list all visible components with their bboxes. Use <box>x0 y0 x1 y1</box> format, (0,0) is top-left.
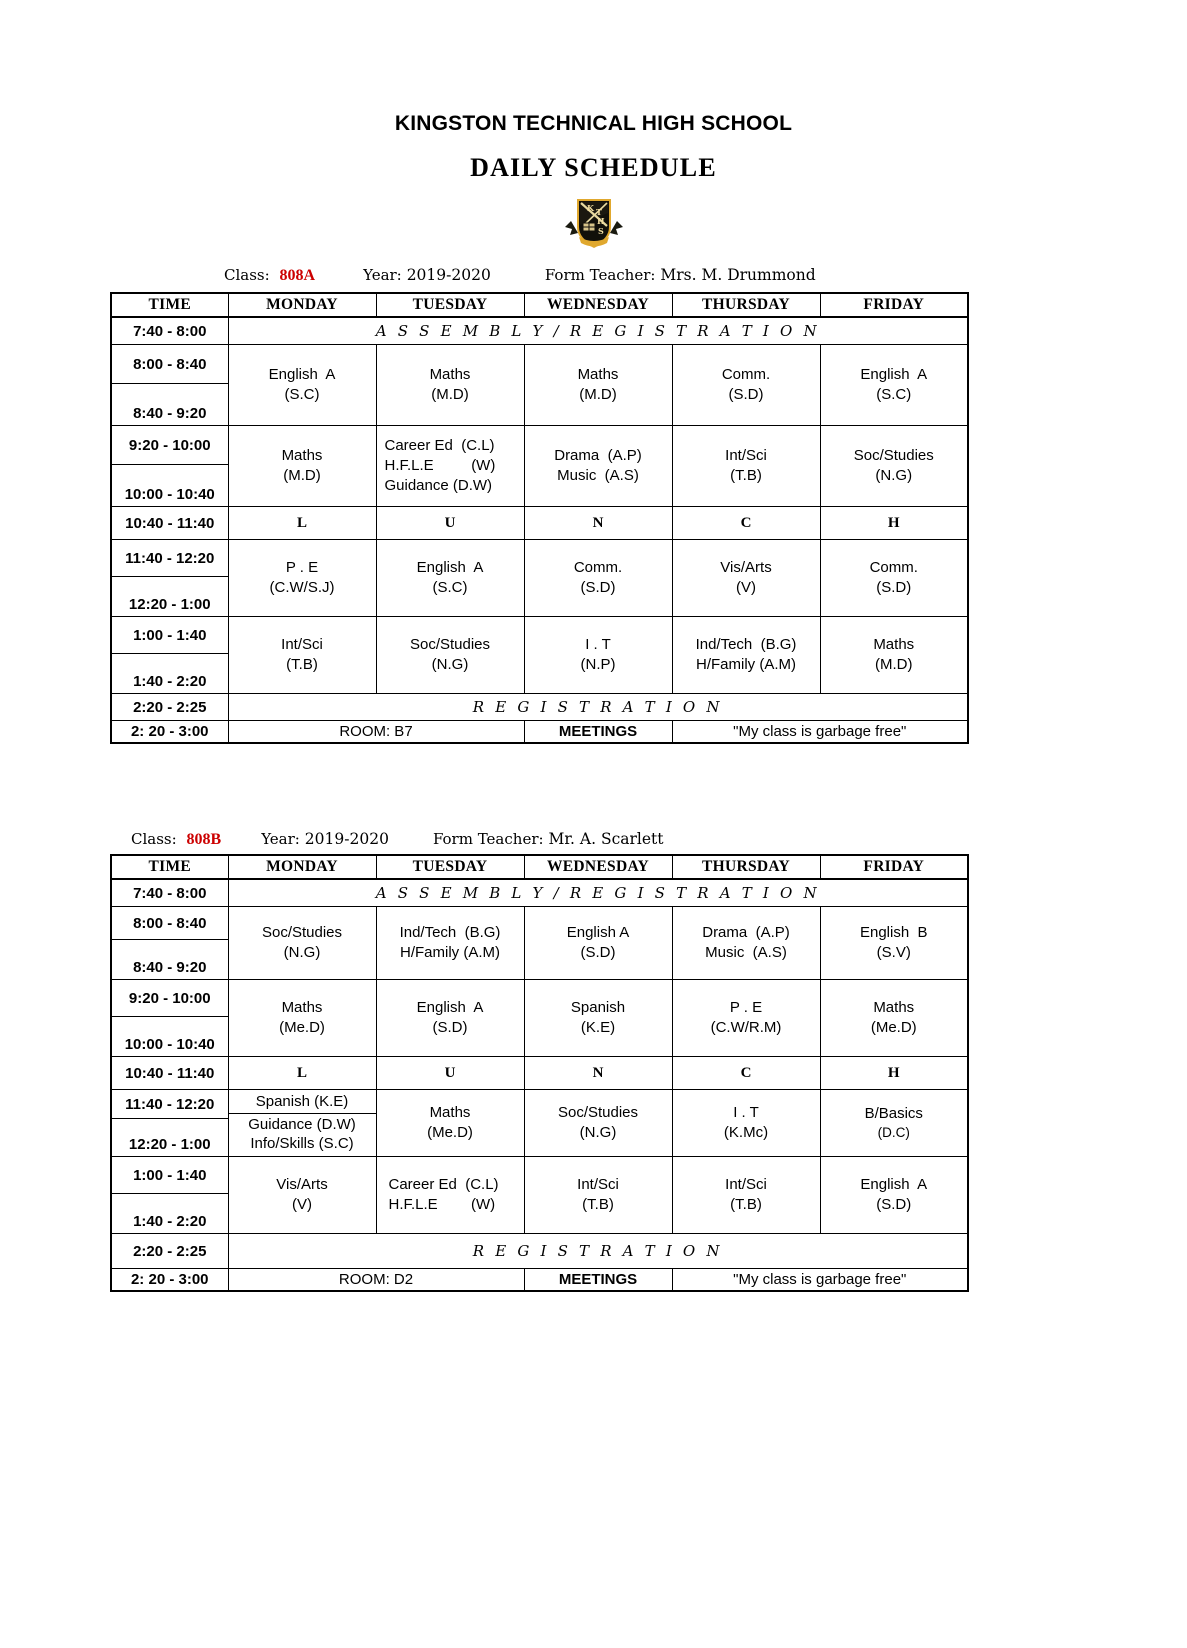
time-lunch: 10:40 - 11:40 <box>111 507 228 540</box>
assembly-row <box>111 317 968 345</box>
subject-line: Ind/Tech (B.G) <box>695 635 797 653</box>
subject-line: Drama (A.P) <box>554 446 642 464</box>
assembly-row <box>111 879 968 907</box>
teacher-line: (C.W/S.J) <box>269 579 335 596</box>
cell-wed-p2 <box>524 426 672 507</box>
table-row <box>111 907 968 940</box>
class-value-2: 808B <box>186 831 222 848</box>
cell-thu-p3 <box>672 540 820 617</box>
subject-line: Spanish <box>570 998 626 1016</box>
teacher-line: (S.D) <box>876 579 912 596</box>
cell-fri-p1 <box>820 907 968 980</box>
cell-thu-p4 <box>672 617 820 694</box>
teacher-line: (V) <box>736 579 756 596</box>
lunch-letter-u: U <box>376 1057 524 1090</box>
subject-line: English A <box>416 558 484 576</box>
cell-wed-p3 <box>524 540 672 617</box>
svg-text:H: H <box>596 216 605 226</box>
year-value-1: 2019-2020 <box>406 266 491 284</box>
table-row <box>111 617 968 654</box>
page-subtitle: DAILY SCHEDULE <box>470 153 717 182</box>
page-title: KINGSTON TECHNICAL HIGH SCHOOL <box>394 112 793 135</box>
cell-tue-p1 <box>376 345 524 426</box>
col-header-wednesday: WEDNESDAY <box>524 855 672 879</box>
teacher-line: (N.G) <box>579 1124 617 1141</box>
subject-line: Career Ed (C.L) <box>384 436 495 454</box>
time-p2-bot: 10:00 - 10:40 <box>111 1017 228 1057</box>
teacher-line: (Me.D) <box>427 1124 473 1141</box>
form-teacher-value-2: Mr. A. Scarlett <box>548 830 664 848</box>
lunch-letter-n: N <box>524 507 672 540</box>
cell-fri-p1 <box>820 345 968 426</box>
col-header-monday: MONDAY <box>228 293 376 317</box>
lunch-letter-u: U <box>376 507 524 540</box>
subject-line: Comm. <box>721 365 771 383</box>
teacher-line: (T.B) <box>730 1196 762 1213</box>
time-p3-top: 11:40 - 12:20 <box>111 540 228 577</box>
subject-line: Soc/Studies <box>409 635 491 653</box>
cell-thu-p1 <box>672 907 820 980</box>
class-label-2: Class: <box>131 830 177 848</box>
time-p1-top: 8:00 - 8:40 <box>111 907 228 940</box>
subject-line: Info/Skills (S.C) <box>250 1135 354 1153</box>
schedule-table-1-container <box>0 292 1187 744</box>
time-dismissal: 2: 20 - 3:00 <box>111 721 228 744</box>
teacher-line: (M.D) <box>283 467 321 484</box>
subject-line: Music (A.S) <box>557 467 639 484</box>
cell-wed-p3 <box>524 1090 672 1157</box>
teacher-line: (T.B) <box>730 467 762 484</box>
subject-line: B/Basics <box>864 1104 923 1122</box>
subject-line: Vis/Arts <box>720 558 772 576</box>
col-header-friday: FRIDAY <box>820 293 968 317</box>
teacher-line: (N.G) <box>875 467 913 484</box>
col-header-friday: FRIDAY <box>820 855 968 879</box>
teacher-line: (S.D) <box>580 579 616 596</box>
year-label-1: Year: <box>363 266 402 284</box>
lunch-letter-l: L <box>228 507 376 540</box>
teacher-line: (S.V) <box>876 944 911 961</box>
teacher-line: (Me.D) <box>870 1019 917 1036</box>
room-cell: ROOM: D2 <box>228 1269 524 1292</box>
table-header-row <box>111 293 968 317</box>
teacher-line: (N.P) <box>580 656 616 673</box>
time-p3-bot: 12:20 - 1:00 <box>111 1119 228 1157</box>
subject-line: Ind/Tech (B.G) <box>399 923 501 941</box>
subject-line: I . T <box>733 1103 759 1121</box>
dismissal-row <box>111 721 968 744</box>
cell-wed-p1 <box>524 907 672 980</box>
subject-line: Int/Sci <box>725 1175 767 1193</box>
cell-fri-p4 <box>820 617 968 694</box>
subject-line: Career Ed (C.L) <box>388 1175 499 1193</box>
subject-line: Comm. <box>869 558 918 576</box>
subject-line: Vis/Arts <box>276 1175 328 1193</box>
lunch-row <box>111 507 968 540</box>
teacher-line: (T.B) <box>582 1196 614 1213</box>
cell-wed-p1 <box>524 345 672 426</box>
table-row <box>111 1157 968 1194</box>
cell-mon-p4 <box>228 617 376 694</box>
split-part-bottom <box>229 1113 376 1155</box>
form-teacher-label-1: Form Teacher: <box>544 266 656 284</box>
time-dismissal: 2: 20 - 3:00 <box>111 1269 228 1292</box>
col-header-time: TIME <box>111 293 228 317</box>
subject-line: P . E <box>285 558 319 576</box>
table-row <box>111 980 968 1017</box>
teacher-line: (N.G) <box>431 656 469 673</box>
cell-mon-p2 <box>228 426 376 507</box>
cell-fri-p2 <box>820 980 968 1057</box>
col-header-time: TIME <box>111 855 228 879</box>
subject-line: Comm. <box>573 558 623 576</box>
time-p4-bot: 1:40 - 2:20 <box>111 1194 228 1234</box>
motto-cell: "My class is garbage free" <box>672 721 968 744</box>
assembly-banner: A S S E M B L Y / R E G I S T R A T I O N <box>228 317 968 345</box>
subject-line: Guidance (D.W) <box>384 477 493 495</box>
crest-container <box>0 193 1187 255</box>
section-spacer <box>0 744 1187 830</box>
subject-line: Maths <box>873 635 915 653</box>
col-header-wednesday: WEDNESDAY <box>524 293 672 317</box>
cell-thu-p2 <box>672 980 820 1057</box>
table-row <box>111 345 968 384</box>
subject-line: Int/Sci <box>725 446 767 464</box>
teacher-line: (C.W/R.M) <box>710 1019 782 1036</box>
subject-line: English B <box>859 923 928 941</box>
teacher-line: (M.D) <box>875 656 913 673</box>
form-teacher-label-2: Form Teacher: <box>432 830 544 848</box>
teacher-line: (M.D) <box>431 386 469 403</box>
form-teacher-value-1: Mrs. M. Drummond <box>660 266 816 284</box>
split-part-top <box>229 1091 376 1113</box>
time-registration: 2:20 - 2:25 <box>111 1234 228 1269</box>
schedule-table-808A <box>110 292 969 744</box>
time-p4-bot: 1:40 - 2:20 <box>111 654 228 694</box>
time-p2-bot: 10:00 - 10:40 <box>111 465 228 507</box>
lunch-letter-c: C <box>672 507 820 540</box>
time-lunch: 10:40 - 11:40 <box>111 1057 228 1090</box>
time-p3-bot: 12:20 - 1:00 <box>111 577 228 617</box>
time-assembly: 7:40 - 8:00 <box>111 879 228 907</box>
time-p2-top: 9:20 - 10:00 <box>111 426 228 465</box>
motto-cell: "My class is garbage free" <box>672 1269 968 1292</box>
col-header-monday: MONDAY <box>228 855 376 879</box>
teacher-line: (N.G) <box>283 944 321 961</box>
subject-line: Maths <box>577 365 619 383</box>
cell-tue-p3 <box>376 540 524 617</box>
teacher-line: (S.D) <box>580 944 616 961</box>
subject-line: English A <box>268 365 336 383</box>
subject-line: Int/Sci <box>281 635 323 653</box>
subject-line: Maths <box>281 998 323 1016</box>
subject-line: Drama (A.P) <box>702 923 790 941</box>
subject-line: Soc/Studies <box>853 446 934 464</box>
cell-tue-p3 <box>376 1090 524 1157</box>
svg-text:K: K <box>586 203 594 213</box>
teacher-line: (S.C) <box>876 386 912 403</box>
col-header-tuesday: TUESDAY <box>376 293 524 317</box>
time-assembly: 7:40 - 8:00 <box>111 317 228 345</box>
lunch-letter-c: C <box>672 1057 820 1090</box>
subject-line: P . E <box>729 998 763 1016</box>
time-p4-top: 1:00 - 1:40 <box>111 617 228 654</box>
cell-fri-p3 <box>820 1090 968 1157</box>
lunch-letter-n: N <box>524 1057 672 1090</box>
teacher-line: (M.D) <box>579 386 617 403</box>
subject-line: I . T <box>585 635 611 653</box>
cell-thu-p3 <box>672 1090 820 1157</box>
subject-line: Maths <box>429 1103 471 1121</box>
svg-text:S: S <box>597 226 604 236</box>
teacher-line: (S.D) <box>432 1019 468 1036</box>
subject-line: Int/Sci <box>577 1175 619 1193</box>
cell-thu-p2 <box>672 426 820 507</box>
table-row <box>111 540 968 577</box>
subject-line: Maths <box>429 365 471 383</box>
class-value-1: 808A <box>279 267 316 284</box>
cell-mon-p1 <box>228 907 376 980</box>
time-p1-bot: 8:40 - 9:20 <box>111 940 228 980</box>
subject-line: English A <box>860 1175 928 1193</box>
cell-mon-p4 <box>228 1157 376 1234</box>
subject-line: Spanish (K.E) <box>255 1093 349 1111</box>
svg-text:T: T <box>595 207 602 217</box>
schedule-table-808B <box>110 854 969 1292</box>
cell-tue-p1 <box>376 907 524 980</box>
registration-banner: R E G I S T R A T I O N <box>228 694 968 721</box>
cell-thu-p4 <box>672 1157 820 1234</box>
lunch-letter-h: H <box>820 1057 968 1090</box>
cell-wed-p4 <box>524 1157 672 1234</box>
time-p1-bot: 8:40 - 9:20 <box>111 384 228 426</box>
cell-fri-p2 <box>820 426 968 507</box>
dismissal-row <box>111 1269 968 1292</box>
registration-row <box>111 694 968 721</box>
cell-thu-p1 <box>672 345 820 426</box>
col-header-thursday: THURSDAY <box>672 855 820 879</box>
table-header-row <box>111 855 968 879</box>
registration-row <box>111 1234 968 1269</box>
cell-mon-p1 <box>228 345 376 426</box>
subject-line: English A <box>566 923 630 941</box>
room-cell: ROOM: B7 <box>228 721 524 744</box>
time-p1-top: 8:00 - 8:40 <box>111 345 228 384</box>
meetings-cell: MEETINGS <box>524 1269 672 1292</box>
schedule-table-2-container <box>0 854 1187 1292</box>
subject-line: Guidance (D.W) <box>248 1115 356 1133</box>
teacher-line: (K.E) <box>580 1019 616 1036</box>
subject-line: H/Family (A.M) <box>400 944 500 961</box>
cell-mon-p3 <box>228 1090 376 1157</box>
meta-line-808B <box>0 830 1187 854</box>
time-p3-top: 11:40 - 12:20 <box>111 1090 228 1119</box>
teacher-line: (S.C) <box>432 579 468 596</box>
col-header-tuesday: TUESDAY <box>376 855 524 879</box>
time-registration: 2:20 - 2:25 <box>111 694 228 721</box>
year-label-2: Year: <box>261 830 300 848</box>
table-row <box>111 1090 968 1119</box>
lunch-letter-h: H <box>820 507 968 540</box>
cell-mon-p2 <box>228 980 376 1057</box>
teacher-line: (D.C) <box>877 1125 910 1141</box>
year-value-2: 2019-2020 <box>304 830 389 848</box>
meetings-cell: MEETINGS <box>524 721 672 744</box>
cell-tue-p4 <box>376 617 524 694</box>
time-p4-top: 1:00 - 1:40 <box>111 1157 228 1194</box>
cell-mon-p3 <box>228 540 376 617</box>
subject-line: Maths <box>873 998 915 1016</box>
cell-fri-p4 <box>820 1157 968 1234</box>
teacher-line: (V) <box>292 1196 312 1213</box>
teacher-line: (S.D) <box>728 386 764 403</box>
cell-wed-p2 <box>524 980 672 1057</box>
subject-line: Soc/Studies <box>261 923 343 941</box>
subject-line: H/Family (A.M) <box>696 656 796 673</box>
subject-line: English A <box>860 365 928 383</box>
meta-line-808A <box>0 266 1187 290</box>
registration-banner: R E G I S T R A T I O N <box>228 1234 968 1269</box>
lunch-row <box>111 1057 968 1090</box>
cell-tue-p2 <box>376 980 524 1057</box>
cell-fri-p3 <box>820 540 968 617</box>
cell-wed-p4 <box>524 617 672 694</box>
schedule-page <box>0 112 1187 1648</box>
kths-crest-icon <box>563 193 625 255</box>
subject-line: H.F.L.E (W) <box>384 456 496 474</box>
lunch-letter-l: L <box>228 1057 376 1090</box>
teacher-line: (T.B) <box>286 656 318 673</box>
time-p2-top: 9:20 - 10:00 <box>111 980 228 1017</box>
teacher-line: (S.D) <box>876 1196 912 1213</box>
subject-line: English A <box>416 998 484 1016</box>
cell-tue-p2 <box>376 426 524 507</box>
subject-line: H.F.L.E (W) <box>388 1196 496 1213</box>
teacher-line: (K.Mc) <box>723 1124 769 1141</box>
subject-line: Maths <box>281 446 323 464</box>
teacher-line: (Me.D) <box>279 1019 325 1036</box>
subject-line: Music (A.S) <box>705 944 787 961</box>
subject-line: Soc/Studies <box>557 1103 639 1121</box>
class-label-1: Class: <box>224 266 270 284</box>
teacher-line: (S.C) <box>284 386 320 403</box>
table-row <box>111 426 968 465</box>
cell-tue-p4 <box>376 1157 524 1234</box>
assembly-banner: A S S E M B L Y / R E G I S T R A T I O N <box>228 879 968 907</box>
col-header-thursday: THURSDAY <box>672 293 820 317</box>
